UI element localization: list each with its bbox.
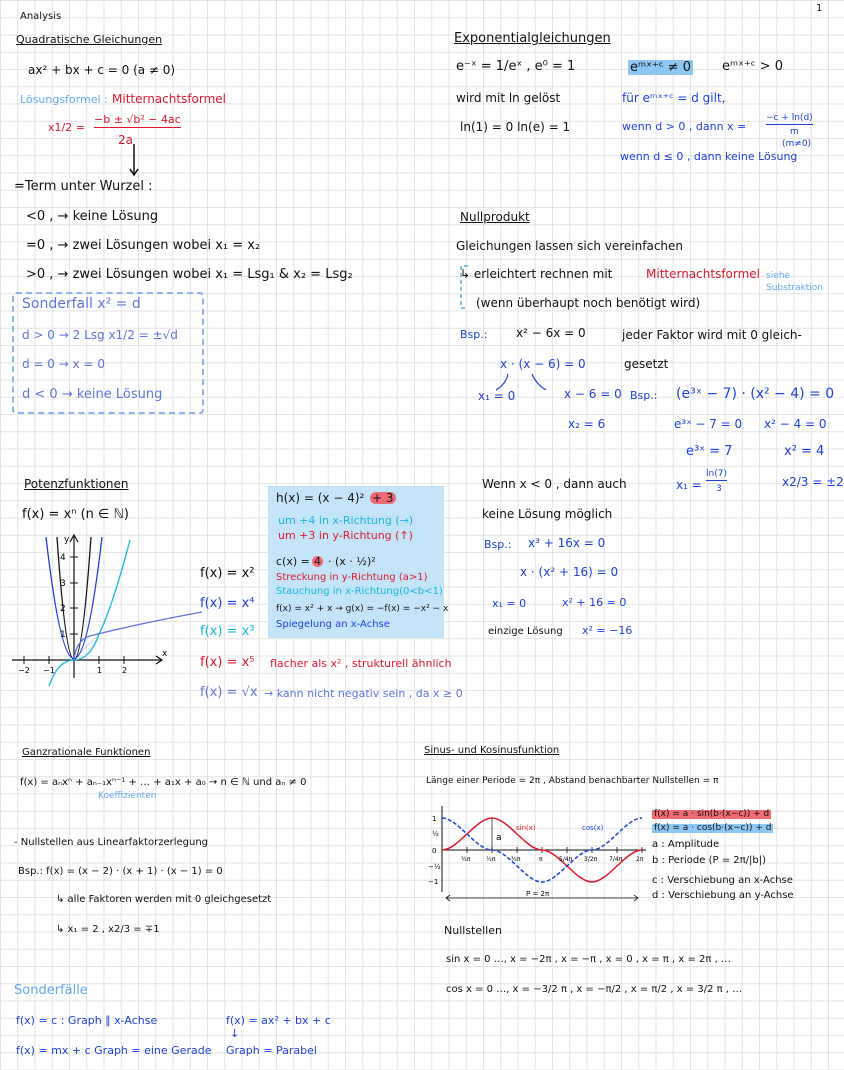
x12-label: x1/2 =: [48, 121, 85, 134]
ganz-heading: Ganzrationale Funktionen: [22, 747, 151, 758]
x-tick-three-quarter-pi: ¾π: [511, 856, 521, 863]
quad-formula: ax² + bx + c = 0 (a ≠ 0): [28, 63, 176, 77]
cos-nullstellen: cos x = 0 …, x = −3/2 π , x = −π/2 , x = π/2 , x = 3/2 π , …: [446, 984, 743, 995]
f-x-squared: f(x) = x²: [200, 566, 255, 581]
fuer-text: für eᵐˣ⁺ᶜ = d gilt,: [622, 91, 726, 105]
np-line-3: (wenn überhaupt noch benötigt wird): [476, 296, 701, 310]
np-wenn-eq: x³ + 16x = 0: [528, 536, 606, 550]
ganz-bsp: Bsp.: f(x) = (x − 2) · (x + 1) · (x − 1) = 0: [18, 866, 223, 877]
subtraktion-text: Substraktion: [766, 283, 824, 293]
np-e1: e³ˣ − 7 = 0: [674, 417, 743, 431]
sonderfall-constant: f(x) = c : Graph ∥ x-Achse: [16, 1014, 158, 1027]
c-stauchung: Stauchung in x-Richtung(0<b<1): [276, 586, 443, 597]
sonderfall-case-3: d < 0 → keine Lösung: [22, 387, 163, 402]
np-bsp-label: Bsp.:: [460, 328, 488, 341]
key-shift-y: d : Verschiebung an y-Achse: [652, 890, 794, 901]
np-wenn-x1: x₁ = 0: [492, 597, 527, 610]
y-tick-1: 1: [60, 630, 66, 640]
np-einzige: einzige Lösung: [488, 626, 563, 637]
expo-rule-3: eᵐˣ⁺ᶜ > 0: [722, 59, 783, 74]
h-function: h(x) = (x − 4)²: [276, 491, 365, 505]
x-tick-m1: −1: [43, 666, 55, 675]
g-spiegelung: Spiegelung an x-Achse: [276, 619, 390, 630]
np-x1: x₁ = 0: [478, 389, 516, 403]
x-tick-two-pi: 2π: [636, 856, 644, 863]
np-wenn-factored: x · (x² + 16) = 0: [520, 565, 619, 579]
x-tick-three-half-pi: 3/2π: [584, 856, 598, 863]
axis-y-label: y: [64, 535, 70, 545]
np-e2: x² − 4 = 0: [764, 417, 827, 431]
siehe-text: siehe: [766, 271, 790, 281]
term-label: =Term unter Wurzel :: [14, 179, 153, 194]
np-gesetzt: gesetzt: [624, 357, 669, 371]
h-shift-x: um +4 in x-Richtung (→): [278, 514, 414, 527]
sin-nullstellen-heading: Nullstellen: [444, 924, 502, 937]
mitternachtsformel-title: Mitternachtsformel: [112, 92, 227, 106]
sonderfall-arrow: ↓: [230, 1027, 240, 1040]
np-line-1: Gleichungen lassen sich vereinfachen: [456, 239, 684, 253]
ganz-nullstellen: - Nullstellen aus Linearfaktorzerlegung: [14, 837, 209, 848]
np-e5-numerator: ln(7): [706, 469, 727, 479]
sin-cos-graph: [426, 800, 651, 910]
np-e5-denominator: 3: [716, 484, 722, 494]
x-tick-pi: π: [539, 856, 543, 863]
period-label: P = 2π: [526, 890, 550, 898]
y-tick-minus-half: −½: [428, 863, 441, 871]
d-positive: wenn d > 0 , dann x =: [622, 120, 747, 133]
ln-values: ln(1) = 0 ln(e) = 1: [460, 120, 571, 134]
np-factored: x · (x − 6) = 0: [500, 357, 586, 371]
c-streckung: Streckung in y-Richtung (a>1): [276, 572, 428, 583]
d-positive-condition: (m≠0): [782, 139, 812, 149]
down-arrow-icon: [124, 142, 144, 182]
h-plus-three: + 3: [372, 491, 394, 505]
cos-label: cos(x): [582, 824, 604, 832]
key-amplitude: a : Amplitude: [652, 839, 720, 850]
np-mitternachtsformel: Mitternachtsformel: [646, 267, 761, 281]
f-x-fourth: f(x) = x⁴: [200, 596, 255, 611]
np-wenn-bsp: Bsp.:: [484, 538, 512, 551]
koeffizienten-label: Koeffizienten: [98, 791, 157, 801]
np-wenn-2: keine Lösung möglich: [482, 507, 613, 521]
formula-numerator: −b ± √b² − 4ac: [94, 113, 181, 126]
axis-x-label: x: [162, 649, 168, 659]
c-factor-four: 4: [314, 555, 321, 568]
c-function: c(x) =: [276, 555, 310, 568]
sonderfall-case-1: d > 0 → 2 Lsg x1/2 = ±√d: [22, 328, 178, 342]
ganz-line-1: ↳ alle Faktoren werden mit 0 gleichgesetzt: [56, 894, 272, 905]
d-positive-denominator: m: [790, 127, 799, 137]
case-zero: =0 , → zwei Lösungen wobei x₁ = x₂: [26, 238, 261, 253]
np-wenn-x3: x² = −16: [582, 624, 633, 637]
np-x2: x₂ = 6: [568, 417, 606, 431]
np-bsp2-label: Bsp.:: [630, 389, 658, 402]
expo-heading: Exponentialgleichungen: [454, 31, 611, 46]
g-function: f(x) = x² + x → g(x) = −f(x) = −x² − x: [276, 604, 449, 614]
y-tick-half: ½: [432, 830, 439, 838]
d-positive-numerator: −c + ln(d): [766, 113, 813, 123]
sin-general-formula: f(x) = a · sin(b·(x−c)) + d: [654, 809, 770, 819]
sin-label: sin(x): [516, 824, 536, 832]
case-positive: >0 , → zwei Lösungen wobei x₁ = Lsg₁ & x₂ = Lsg₂: [26, 267, 353, 282]
sonderfall-linear: f(x) = mx + c Graph = eine Gerade: [16, 1044, 212, 1057]
potenz-formula: f(x) = xⁿ (n ∈ ℕ): [22, 507, 129, 522]
x-tick-1: 1: [97, 666, 103, 675]
key-periode: b : Periode (P = 2π/|b|): [652, 855, 766, 866]
f-sqrt: f(x) = √x: [200, 685, 258, 700]
x-tick-seven-quarter-pi: 7/4π: [609, 856, 623, 863]
ganz-line-2: ↳ x₁ = 2 , x2/3 = ∓1: [56, 924, 160, 935]
sonderfall-title: Sonderfall x² = d: [22, 296, 141, 312]
quad-heading: Quadratische Gleichungen: [16, 33, 163, 46]
y-tick-0: 0: [432, 847, 437, 855]
np-bsp2-equation: (e³ˣ − 7) · (x² − 4) = 0: [676, 386, 835, 402]
f-sqrt-note: → kann nicht negativ sein , da x ≥ 0: [264, 687, 463, 700]
y-tick-1: 1: [432, 815, 437, 823]
cos-general-formula: f(x) = a · cos(b·(x−c)) + d: [654, 823, 772, 833]
np-bsp-equation: x² − 6x = 0: [516, 326, 586, 340]
x-tick-quarter-pi: ¼π: [461, 856, 471, 863]
nullprodukt-heading: Nullprodukt: [460, 210, 530, 224]
x-tick-half-pi: ½π: [486, 856, 496, 863]
np-line-2: ↳ erleichtert rechnen mit: [460, 267, 613, 281]
potenz-heading: Potenzfunktionen: [24, 477, 129, 491]
y-tick-minus-1: −1: [428, 878, 439, 886]
case-negative: <0 , → keine Lösung: [26, 209, 159, 224]
amplitude-label: a: [496, 833, 502, 843]
page-title: Analysis: [20, 11, 62, 22]
x-tick-m2: −2: [18, 666, 30, 675]
page-number: 1: [816, 3, 823, 14]
sonderfall-quadratic: f(x) = ax² + bx + c: [226, 1014, 331, 1027]
np-wenn-1: Wenn x < 0 , dann auch: [482, 477, 627, 491]
np-x-minus-6: x − 6 = 0: [564, 387, 622, 401]
x-tick-five-quarter-pi: 5/4π: [559, 856, 573, 863]
sin-nullstellen: sin x = 0 …, x = −2π , x = −π , x = 0 , x = π , x = 2π , …: [446, 954, 731, 965]
np-jeder: jeder Faktor wird mit 0 gleich-: [622, 328, 802, 342]
d-negative: wenn d ≤ 0 , dann keine Lösung: [620, 150, 798, 163]
h-shift-y: um +3 in y-Richtung (↑): [278, 529, 413, 542]
np-e4: x² = 4: [784, 444, 825, 459]
np-e3: e³ˣ = 7: [686, 444, 733, 459]
y-tick-4: 4: [60, 553, 66, 563]
y-tick-2: 2: [60, 604, 66, 614]
sinus-heading: Sinus- und Kosinusfunktion: [424, 745, 560, 756]
expo-rule-2: eᵐˣ⁺ᶜ ≠ 0: [630, 60, 691, 75]
f-x-cubed: f(x) = x³: [200, 624, 255, 639]
np-wenn-x2: x² + 16 = 0: [562, 596, 627, 609]
periode-text: Länge einer Periode = 2π , Abstand benachbarter Nullstellen = π: [426, 776, 719, 786]
np-e5: x₁ =: [676, 478, 702, 492]
bracket-dashed: [458, 264, 472, 310]
ln-text: wird mit ln gelöst: [456, 91, 561, 105]
np-e6: x2/3 = ±2: [782, 475, 844, 489]
sonderfall-case-2: d = 0 → x = 0: [22, 357, 106, 371]
f-x-fifth: f(x) = x⁵: [200, 655, 255, 670]
sonderfall-parabel: Graph = Parabel: [226, 1044, 317, 1057]
c-function-rest: · (x · ½)²: [328, 555, 376, 568]
formula-denominator: 2a: [118, 133, 133, 147]
sonderfaelle-heading: Sonderfälle: [14, 983, 88, 998]
key-shift-x: c : Verschiebung an x-Achse: [652, 875, 793, 886]
x-tick-2: 2: [122, 666, 128, 675]
potenz-graph: [12, 530, 202, 680]
y-tick-3: 3: [60, 579, 66, 589]
loesung-label: Lösungsformel :: [20, 93, 108, 106]
ganz-formula: f(x) = aₙxⁿ + aₙ₋₁xⁿ⁻¹ + … + a₁x + a₀ → n ∈ ℕ und aₙ ≠ 0: [20, 777, 307, 788]
expo-rule-1: e⁻ˣ = 1/eˣ , e⁰ = 1: [456, 59, 576, 74]
f-x-fifth-note: flacher als x² , strukturell ähnlich: [270, 657, 452, 670]
